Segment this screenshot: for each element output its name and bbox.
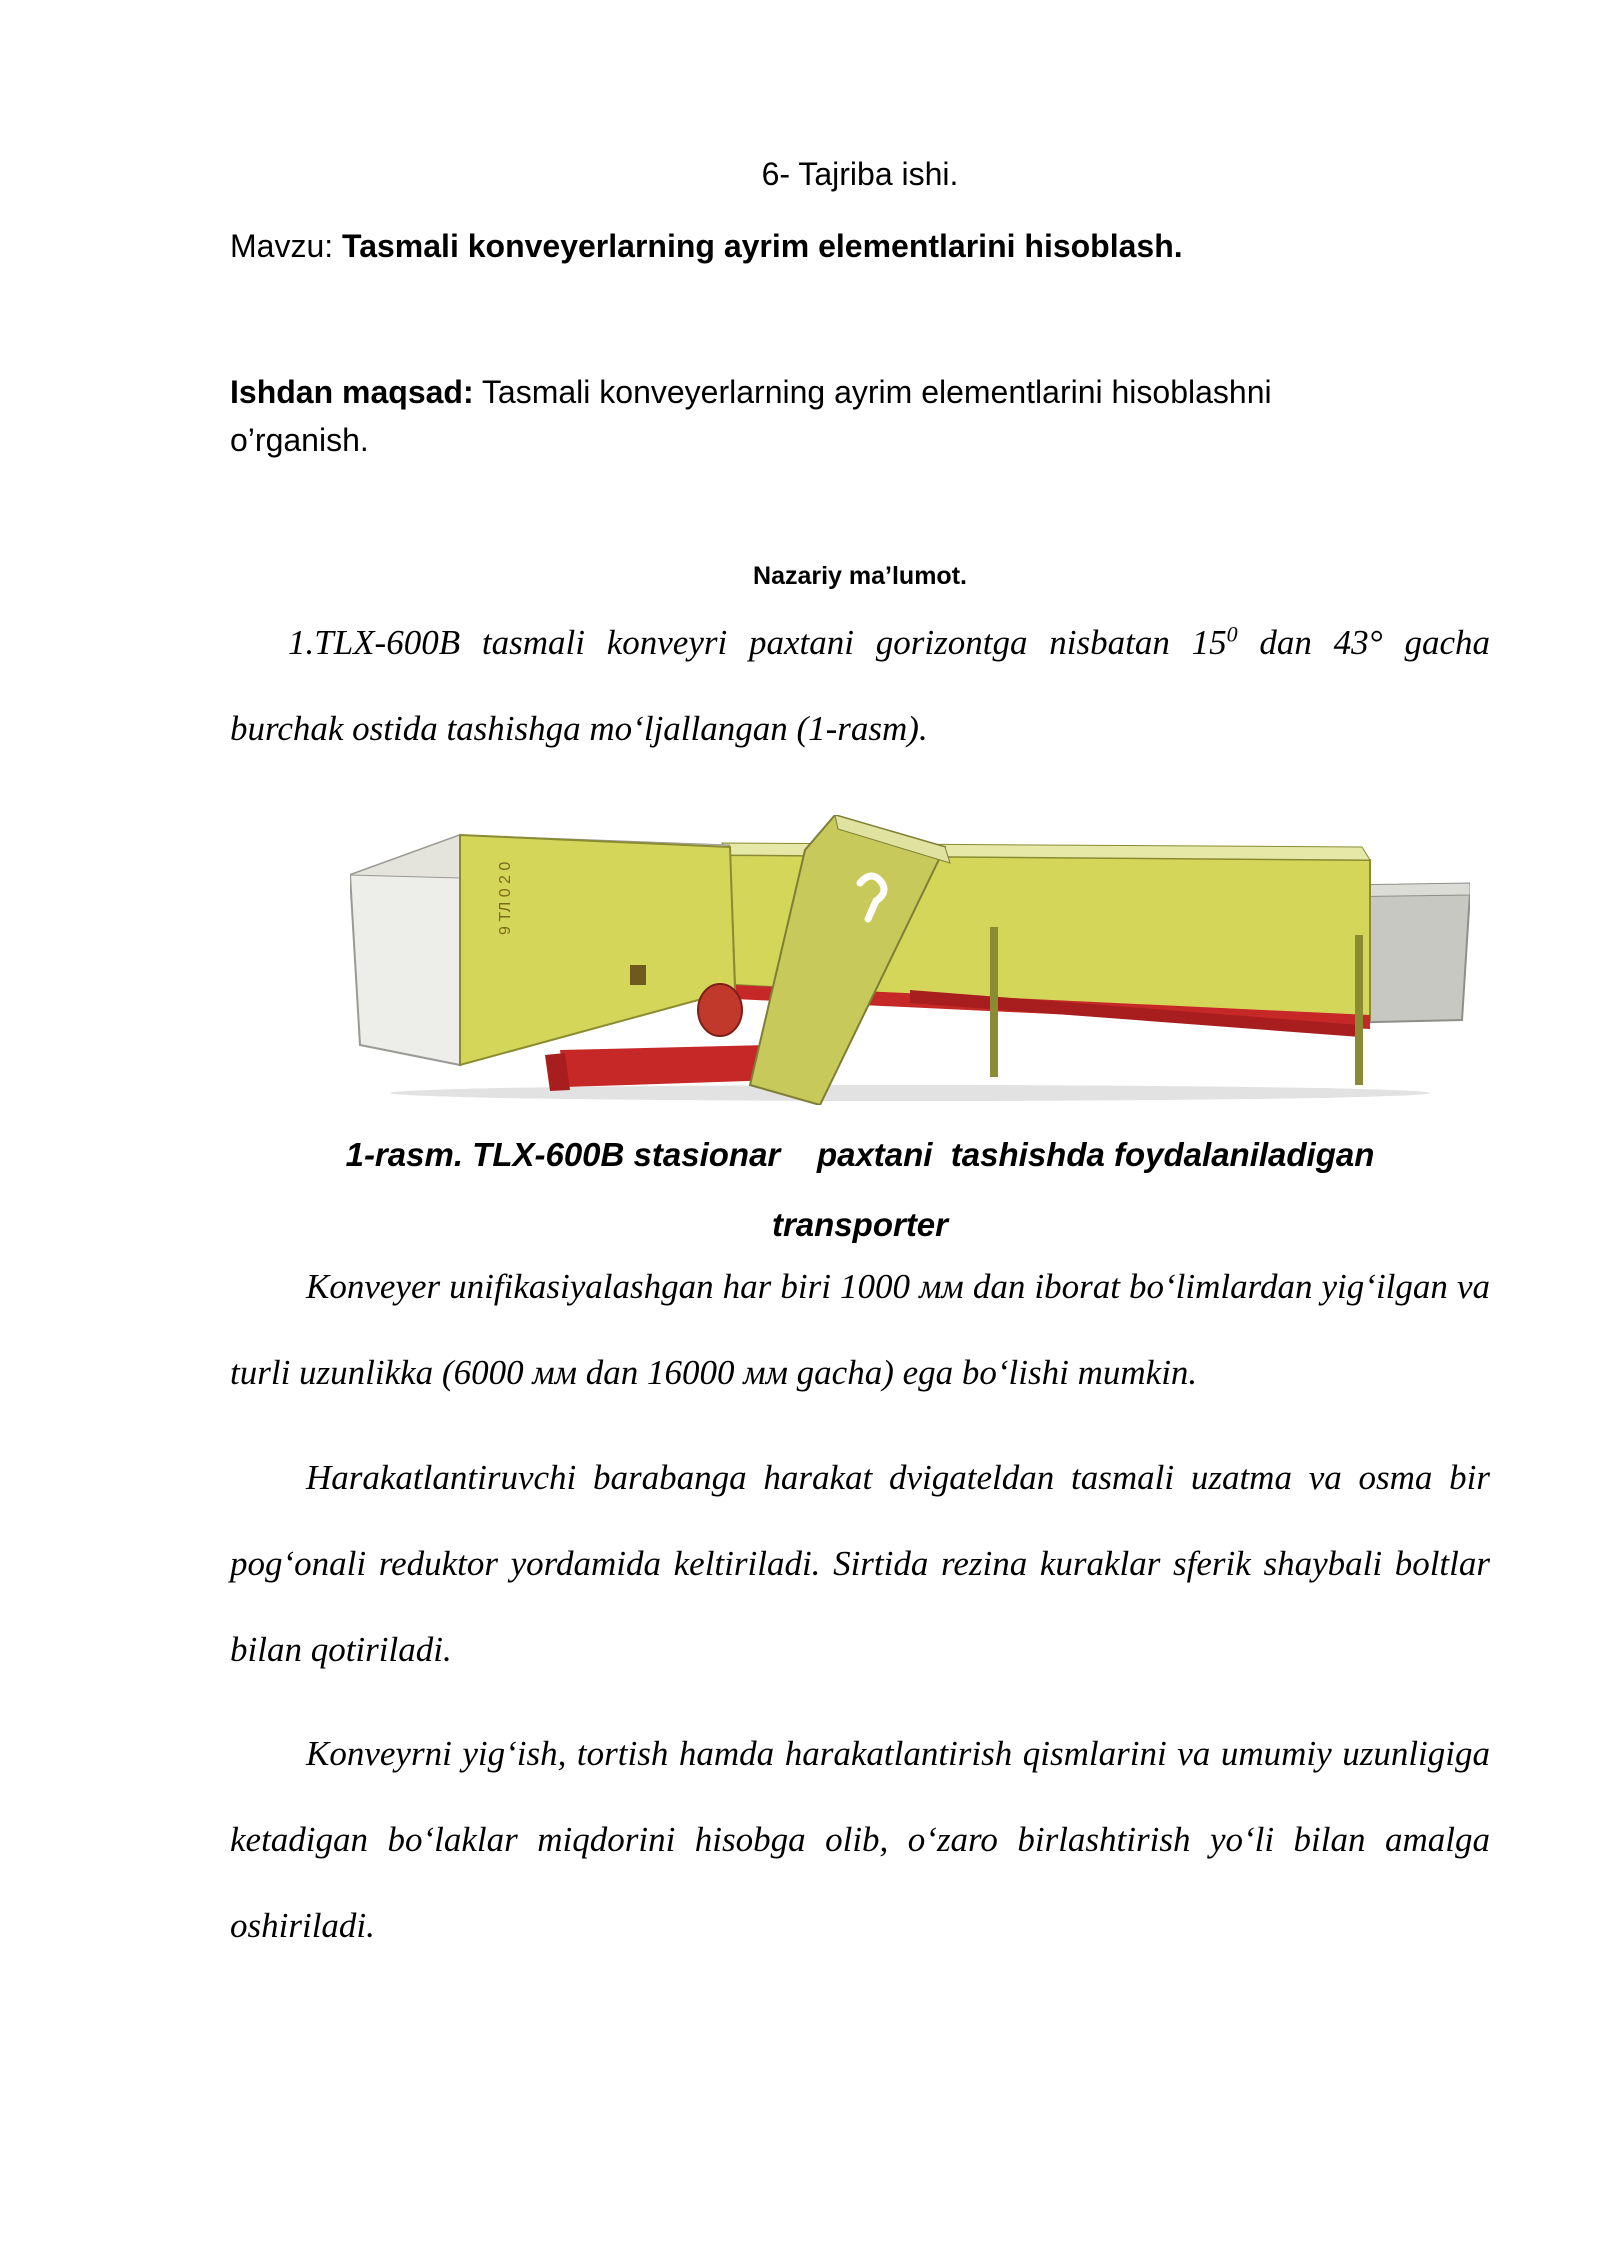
paragraph-intro-part2: dan 43° gacha burchak ostida tashishga mo‘ljallangan (1-rasm). [230, 623, 1491, 748]
section-subheading: Nazariy ma’lumot. [753, 562, 967, 590]
drive-base [560, 1045, 780, 1087]
goal-paragraph [230, 368, 1390, 464]
paragraph-intro-part1: 1.TLX-600B tasmali konveyri paxtani gorizontga nisbatan 15 [288, 623, 1227, 662]
figure-shadow [390, 1085, 1430, 1101]
figure-caption-line1: 1-rasm. TLX-600B stasionar paxtani tashishda foydalaniladigan [345, 1136, 1375, 1173]
conveyor-leg [990, 927, 998, 1077]
conveyor-leg [1355, 935, 1363, 1085]
conveyor-figure [350, 815, 1470, 1105]
paragraph-assembly: Konveyrni yig‘ish, tortish hamda harakatlantirish qismlarini va umumiy uzunligiga ketadigan bo‘laklar miqdorini hisobga olib, o‘zaro birlashtirish yo‘li bilan amalga oshiriladi. [230, 1734, 1490, 1945]
paragraph-sections: Konveyer unifikasiyalashgan har biri 1000 мм dan iborat bo‘limlardan yig‘ilgan va turli uzunlikka (6000 мм dan 16000 мм gacha) ega bo‘lishi mumkin. [230, 1267, 1490, 1392]
machine-label: 9 ТЛ 0 2 0 [497, 861, 514, 935]
goal-text: Tasmali konveyerlarning ayrim elementlarini hisoblashni o’rganish. [230, 374, 1272, 458]
paragraph-drive: Harakatlantiruvchi barabanga harakat dvigateldan tasmali uzatma va osma bir pog‘onali reduktor yordamida keltiriladi. Sirtida rezina kuraklar sferik shaybali boltlar bilan qotiriladi. [230, 1458, 1490, 1669]
goal-label: Ishdan maqsad: [230, 374, 474, 410]
lab-title: 6- Tajriba ishi. [761, 156, 959, 192]
motor [698, 984, 742, 1036]
paragraph-intro [230, 600, 1490, 772]
topic-line [230, 228, 1183, 265]
figure-caption [300, 1120, 1420, 1260]
topic-label: Mavzu: [230, 228, 343, 264]
topic-text: Tasmali konveyerlarning ayrim elementlarini hisoblash. [342, 228, 1183, 264]
warning-sign-icon [630, 965, 646, 985]
degree-superscript: 0 [1226, 621, 1238, 647]
figure-caption-line2: transporter [771, 1206, 949, 1243]
